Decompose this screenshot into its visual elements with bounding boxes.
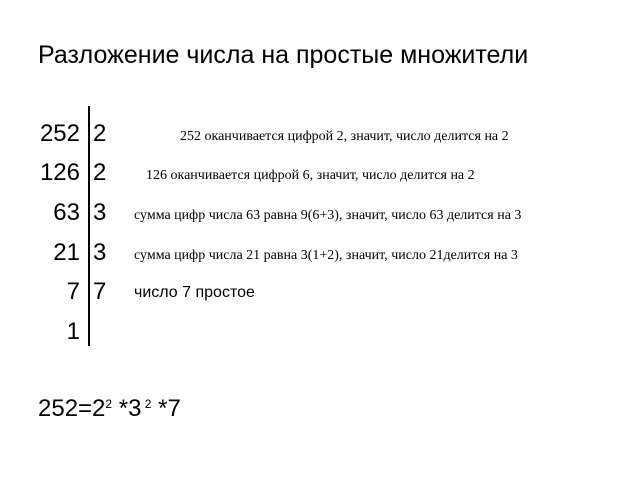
note-row-4: сумма цифр числа 21 равна 3(1+2), значит, число 21делится на 3	[134, 248, 518, 263]
result-exponent-1: 2	[105, 397, 113, 411]
divisor-row-2: 2	[93, 159, 107, 186]
divisor-row-5: 7	[93, 278, 107, 305]
factorization-result	[38, 394, 181, 424]
result-mid: *3	[112, 395, 142, 422]
dividend-21: 21	[53, 239, 80, 266]
divisor-row-3: 3	[93, 199, 107, 226]
note-row-3: сумма цифр числа 63 равна 9(6+3), значит, число 63 делится на 3	[134, 208, 522, 223]
divisor-row-1: 2	[93, 120, 107, 147]
dividend-1: 1	[66, 318, 80, 345]
dividend-126: 126	[39, 159, 80, 186]
note-row-5: число 7 простое	[134, 284, 255, 301]
note-row-2: 126 оканчивается цифрой 6, значит, число делится на 2	[146, 168, 475, 183]
slide-title: Разложение числа на простые множители	[38, 41, 529, 69]
divisor-row-4: 3	[93, 239, 107, 266]
result-exponent-2: 2	[141, 397, 152, 411]
result-tail: *7	[151, 395, 181, 422]
factorization-divider-line	[88, 106, 90, 346]
dividend-63: 63	[53, 199, 80, 226]
result-lhs: 252=2	[38, 395, 106, 422]
dividend-7: 7	[66, 278, 80, 305]
dividend-252: 252	[39, 120, 80, 147]
note-row-1: 252 оканчивается цифрой 2, значит, число делится на 2	[180, 129, 509, 144]
